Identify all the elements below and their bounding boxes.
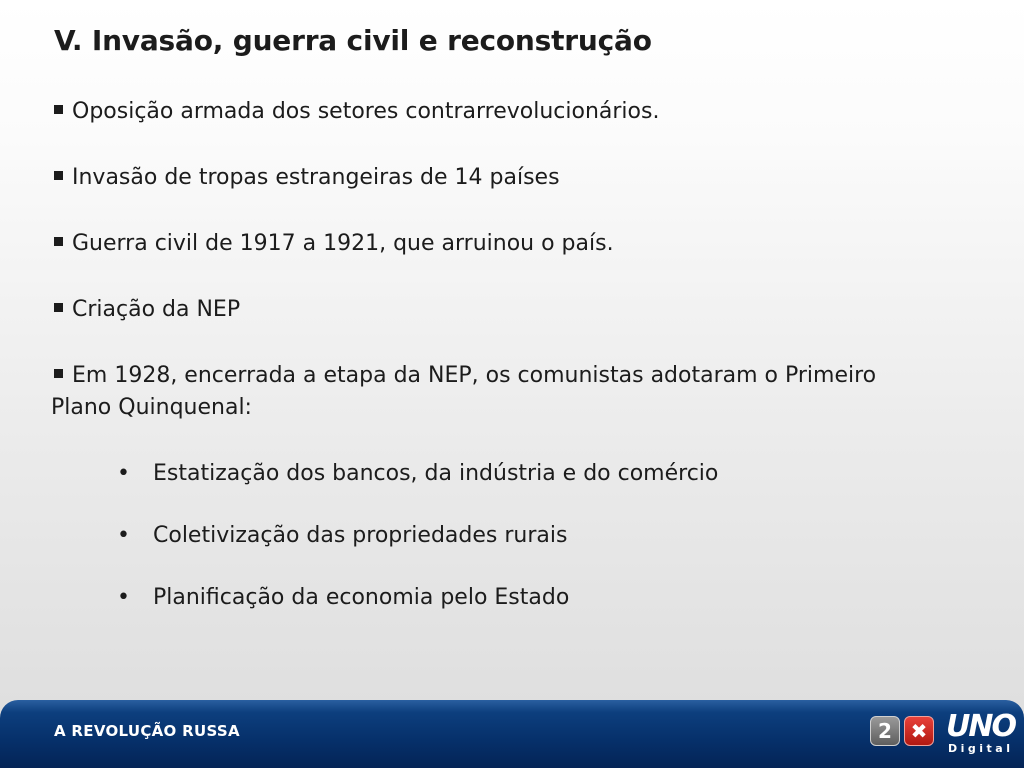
bullet-item: [51, 96, 659, 128]
bullet-text: Guerra civil de 1917 a 1921, que arruinou o país.: [72, 231, 614, 256]
square-bullet-icon: [54, 237, 63, 246]
square-bullet-icon: [54, 105, 63, 114]
round-bullet-icon: •: [117, 585, 130, 610]
sub-bullet-item: [117, 458, 718, 490]
bullet-item: [51, 360, 931, 424]
logo-subbrand: Digital: [948, 742, 1014, 755]
logo-badge-x-icon: ✖: [904, 716, 934, 746]
bullet-text: Em 1928, encerrada a etapa da NEP, os comunistas adotaram o Primeiro Plano Quinquenal:: [51, 363, 877, 420]
sub-bullet-text: Planificação da economia pelo Estado: [153, 585, 570, 610]
footer-label: A REVOLUÇÃO RUSSA: [54, 722, 240, 740]
uno-digital-logo: [870, 709, 1015, 760]
bullet-item: [51, 228, 614, 260]
sub-bullet-text: Coletivização das propriedades rurais: [153, 523, 568, 548]
round-bullet-icon: •: [117, 523, 130, 548]
bullet-item: [51, 162, 560, 194]
footer-bar: [0, 700, 1024, 768]
round-bullet-icon: •: [117, 461, 130, 486]
bullet-text: Oposição armada dos setores contrarrevolucionários.: [72, 99, 660, 124]
logo-badge-two: 2: [870, 716, 900, 746]
square-bullet-icon: [54, 369, 63, 378]
square-bullet-icon: [54, 171, 63, 180]
bullet-item: [51, 294, 240, 326]
sub-bullet-text: Estatização dos bancos, da indústria e do comércio: [153, 461, 719, 486]
sub-bullet-item: [117, 582, 569, 614]
logo-brand: UNO: [946, 709, 1015, 744]
bullet-text: Criação da NEP: [72, 297, 241, 322]
square-bullet-icon: [54, 303, 63, 312]
sub-bullet-item: [117, 520, 567, 552]
bullet-text: Invasão de tropas estrangeiras de 14 países: [72, 165, 560, 190]
slide-title: V. Invasão, guerra civil e reconstrução: [54, 24, 652, 57]
